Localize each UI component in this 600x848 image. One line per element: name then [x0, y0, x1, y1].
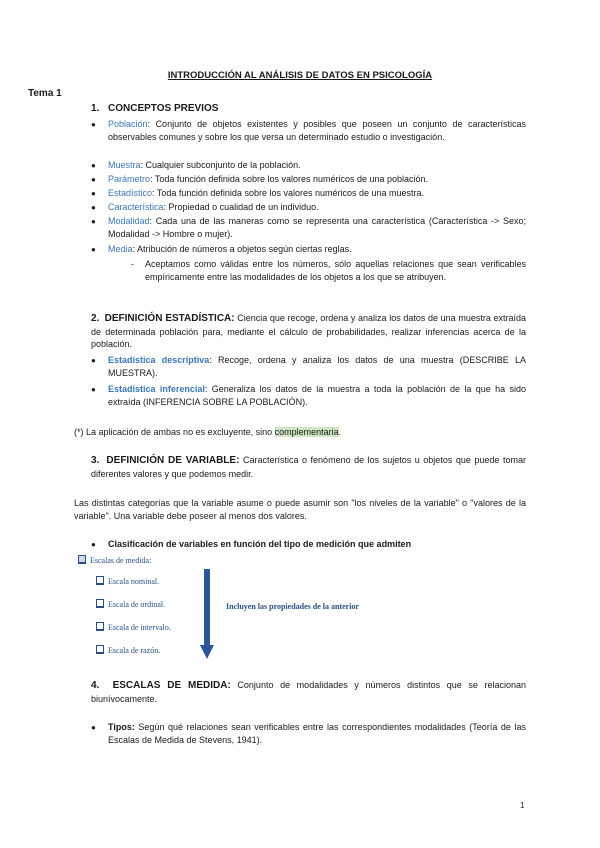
definition-media: Media: Atribución de números a objetos según ciertas reglas. [108, 244, 352, 254]
figure-title: Escalas de medida: [78, 555, 151, 568]
bullet-icon: ● [91, 723, 96, 732]
term: Estadística inferencial [108, 384, 205, 394]
section-title: ESCALAS DE MEDIDA: [112, 680, 231, 691]
definition-caracteristica: Característica: Propiedad o cualidad de un individuo. [108, 202, 319, 212]
term: Población [108, 119, 148, 129]
bullet-icon: ● [91, 540, 96, 549]
definition-text: Conjunto de modalidades y números distintos que se relacionan biunívocamente. [91, 680, 526, 704]
bullet-icon: ● [91, 203, 96, 212]
document-title: INTRODUCCIÓN AL ANÁLISIS DE DATOS EN PSICOLOGÍA [167, 70, 433, 81]
term: Media [108, 244, 133, 254]
definition-text: Cada una de las maneras como se representa una característica (Característica -> Sexo; Modalidad -> Hombre o mujer). [108, 216, 526, 239]
definition-poblacion: Población: Conjunto de objetos existentes y posibles que poseen un conjunto de características observables comunes y sobre los que versa un determinado estudio o investigación. [108, 119, 526, 142]
bullet-icon: ● [91, 189, 96, 198]
term: Estadístico [108, 188, 153, 198]
highlighted-word: complementaria [274, 427, 339, 437]
section-title: DEFINICIÓN DE VARIABLE: [106, 455, 240, 466]
dash-marker: - [131, 259, 134, 269]
section-number: 2. [91, 313, 100, 324]
section-number: 1. [91, 103, 100, 114]
definition-estadistica-descriptiva: Estadística descriptiva: Recoge, ordena y analiza los datos de una muestra (DESCRIBE LA MUESTRA). [108, 355, 526, 378]
term: Modalidad [108, 216, 150, 226]
definition-parametro: Parámetro: Toda función definida sobre los valores numéricos de una población. [108, 174, 429, 184]
bullet-icon: ● [91, 120, 96, 129]
definition-text: Característica o fenómeno de los sujetos u objetos que puede tomar diferentes valores y que podemos medir. [91, 455, 526, 479]
scales-figure [78, 553, 408, 659]
bullet-icon: ● [91, 217, 96, 226]
checkbox-icon [96, 645, 104, 654]
definition-text: Generaliza los datos de la muestra a toda la población de la que ha sido extraída (INFERENCIA SOBRE LA POBLACIÓN). [108, 384, 526, 407]
definition-text: Conjunto de objetos existentes y posibles que poseen un conjunto de características observables comunes y sobre los que versa un determinado estudio o investigación. [108, 119, 526, 142]
tema-label: Tema 1 [28, 88, 62, 99]
bullet-icon: ● [91, 245, 96, 254]
section-2-definition [91, 312, 526, 351]
bullet-icon: ● [91, 385, 96, 394]
section-title: CONCEPTOS PREVIOS [108, 103, 219, 114]
definition-text: Recoge, ordena y analiza los datos de una muestra (DESCRIBE LA MUESTRA). [108, 355, 526, 378]
definition-estadistico: Estadístico: Toda función definida sobre los valores numéricos de una muestra. [108, 188, 425, 198]
definition-text: Cualquier subconjunto de la población. [145, 160, 301, 170]
checkbox-icon [96, 599, 104, 608]
definition-estadistica-inferencial: Estadística inferencial: Generaliza los datos de la muestra a toda la población de la que ha sido extraída (INFERENCIA SOBRE LA POBLACIÓN). [108, 384, 526, 407]
complementary-note: (*) La aplicación de ambas no es excluyente, sino complementaria. [74, 427, 342, 437]
section-4-definition [91, 679, 526, 705]
checkbox-icon [96, 576, 104, 585]
media-subnote: Aceptamos como válidas entre los números, sólo aquellas relaciones que sean verificables empíricamente entre las modalidades de los objetos a los que se atribuyen. [145, 259, 526, 282]
term: Muestra [108, 160, 141, 170]
down-arrow-icon [200, 569, 214, 661]
definition-modalidad: Modalidad: Cada una de las maneras como se representa una característica (Característica -> Sexo; Modalidad -> Hombre o mujer). [108, 216, 526, 239]
section-title: DEFINICIÓN ESTADÍSTICA: [104, 313, 235, 324]
checkbox-icon [96, 622, 104, 631]
term: Tipos: [108, 722, 135, 732]
page-number: 1 [520, 801, 525, 810]
definition-text: Atribución de números a objetos según ciertas reglas. [137, 244, 352, 254]
tipos-bullet [108, 721, 526, 746]
term: Estadística descriptiva [108, 355, 210, 365]
definition-text: Ciencia que recoge, ordena y analiza los datos de una muestra extraída de determinada población para, mediante el cálculo de probabilidades, realizar inferencias acerca de la población. [91, 313, 526, 349]
classification-bullet: Clasificación de variables en función del tipo de medición que admiten [108, 539, 412, 549]
definition-text: Toda función definida sobre los valores numéricos de una muestra. [156, 188, 425, 198]
bullet-icon: ● [91, 175, 96, 184]
section-number: 4. [91, 680, 100, 691]
bullet-icon: ● [91, 161, 96, 170]
section-1-heading [91, 103, 218, 116]
scale-item: Escala nominal. [96, 576, 159, 589]
bullet-icon: ● [91, 356, 96, 365]
definition-text: Según qué relaciones sean verificables entre las correspondientes modalidades (Teoría de las Escalas de Medida de Stevens, 1941). [108, 722, 526, 745]
figure-note: Incluyen las propiedades de la anterior [226, 602, 359, 611]
definition-muestra: Muestra: Cualquier subconjunto de la población. [108, 160, 301, 170]
variable-levels-paragraph: Las distintas categorías que la variable asume o puede asumir son "los niveles de la variable" o "valores de la variable". Una variable debe poseer al menos dos valores. [74, 498, 526, 521]
definition-text: Propiedad o cualidad de un individuo. [168, 202, 319, 212]
section-3-definition [91, 454, 526, 480]
section-number: 3. [91, 455, 100, 466]
term: Característica [108, 202, 164, 212]
term: Parámetro [108, 174, 151, 184]
scale-item: Escala de ordinal. [96, 599, 165, 612]
definition-text: Toda función definida sobre los valores numéricos de una población. [154, 174, 429, 184]
square-bullet-icon [78, 555, 86, 564]
scale-item: Escala de razón. [96, 645, 160, 658]
scale-item: Escala de intervalo. [96, 622, 171, 635]
